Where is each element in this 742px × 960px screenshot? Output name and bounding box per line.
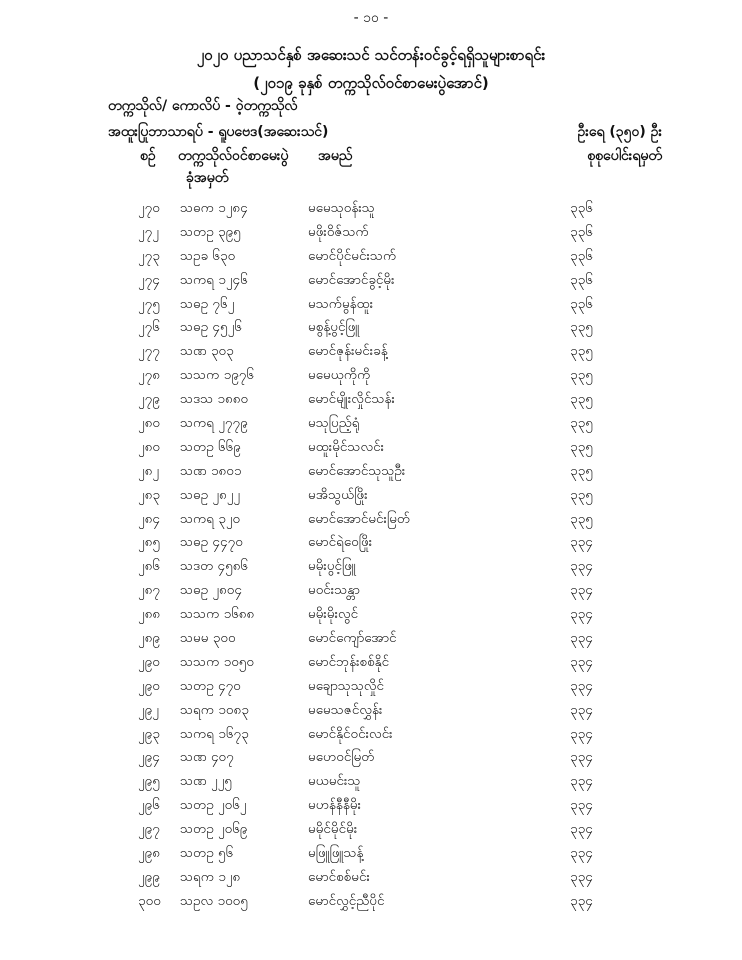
row-number: ၂၈၄: [138, 510, 160, 527]
row-total-marks: ၃၃၅: [570, 462, 593, 479]
row-total-marks: ၃၃၅: [570, 391, 593, 408]
document-title: ၂၀၂၀ ပညာသင်နှစ် အဆေးသင် သင်တန်းဝင်ခွင့်ရရှိသူများစာရင်း: [196, 46, 546, 64]
table-row: [0, 578, 742, 602]
table-row: [0, 674, 742, 698]
page-number: - ၁၀ -: [353, 10, 389, 26]
row-roll-number: သဓဥ ၂၈၂၂: [180, 486, 241, 503]
table-row: [0, 650, 742, 674]
table-row: [0, 626, 742, 650]
row-total-marks: ၃၃၄: [570, 653, 593, 670]
row-roll-number: သသက ၁၆၈၈: [180, 606, 255, 623]
row-total-marks: ၃၃၅: [570, 319, 593, 336]
row-number: ၂၈၂: [138, 462, 159, 479]
row-roll-number: သဓဥ ၄၅၂၆: [180, 319, 242, 336]
row-student-name: မောင်အောင်မင်းမြတ်: [308, 510, 411, 527]
row-number: ၂၉၉: [138, 868, 160, 885]
table-row: [0, 745, 742, 769]
row-number: ၂၉၃: [138, 725, 160, 742]
row-student-name: မမိုးပွင့်ဖြူ: [308, 558, 356, 575]
row-roll-number: သဓဥ ၄၄၇၀: [180, 534, 243, 551]
row-number: ၂၈၆: [138, 558, 160, 575]
table-row: [0, 817, 742, 841]
row-total-marks: ၃၃၄: [570, 701, 593, 718]
row-number: ၂၉၅: [138, 773, 160, 790]
column-header-roll: တက္ကသိုလ်ဝင်စာမေးပွဲ: [178, 148, 289, 164]
row-total-marks: ၃၃၄: [570, 797, 593, 814]
row-total-marks: ၃၃၄: [570, 534, 593, 551]
row-total-marks: ၃၃၅: [570, 486, 593, 503]
row-student-name: မဝင်းသန္တာ: [308, 582, 360, 599]
row-number: ၂၇၉: [138, 391, 160, 408]
row-total-marks: ၃၃၆: [570, 271, 593, 288]
row-number: ၂၈၃: [138, 486, 160, 503]
row-number: ၂၇၃: [138, 247, 160, 264]
row-total-marks: ၃၃၅: [570, 438, 593, 455]
table-row: [0, 459, 742, 483]
row-student-name: မဖိုးဝိဇ်သက်: [308, 223, 369, 240]
row-student-name: မမေယုကိုကို: [308, 367, 371, 384]
row-roll-number: သရက ၁၂၈: [180, 868, 241, 885]
row-student-name: မောင်မျိုးလှိုင်သန်း: [308, 391, 395, 408]
row-number: ၂၇၆: [138, 319, 160, 336]
row-roll-number: သရက ၁၀၈၃: [180, 701, 249, 718]
row-student-name: မသက်မွန်ထူး: [308, 295, 374, 312]
row-number: ၂၈၀: [138, 438, 160, 455]
row-number: ၂၉၄: [138, 749, 160, 766]
table-row: [0, 554, 742, 578]
row-student-name: မမေသုဝန်းသူ: [308, 200, 375, 216]
row-number: ၂၈၅: [138, 534, 160, 551]
row-total-marks: ၃၃၄: [570, 821, 593, 838]
university-line: တက္ကသိုလ်/ ကောလိပ် - ဝဲ့တက္ကသိုလ်: [108, 98, 298, 114]
row-student-name: မောင်ရဲဝေဖြိုး: [308, 534, 373, 551]
row-roll-number: သသက ၁၀၅၀: [180, 653, 254, 670]
row-number: ၂၈၇: [138, 582, 160, 599]
table-row: [0, 196, 742, 220]
table-row: [0, 722, 742, 746]
row-total-marks: ၃၃၄: [570, 725, 593, 742]
row-roll-number: သမမ ၃၀၀: [180, 630, 236, 647]
row-total-marks: ၃၃၆: [570, 295, 593, 312]
row-student-name: မချောသုသုလှိုင်: [308, 677, 385, 694]
table-row: [0, 292, 742, 316]
table-row: [0, 363, 742, 387]
table-row: [0, 530, 742, 554]
row-student-name: မောင်ကျော်အောင်: [308, 630, 397, 647]
row-roll-number: သကရ ၃၂၀: [180, 510, 241, 527]
row-total-marks: ၃၃၆: [570, 200, 593, 216]
row-total-marks: ၃၃၄: [570, 845, 593, 862]
row-student-name: မောင်ဇုန်းမင်းခန့်: [308, 343, 388, 360]
row-number: ၂၈၈: [138, 606, 161, 623]
row-number: ၂၇၀: [138, 200, 160, 216]
row-student-name: မောင်ဘုန်းစစ်နိုင်: [308, 653, 390, 670]
row-student-name: မစွန့်ပွင့်ဖြူ: [308, 319, 360, 336]
specialization-line: အထူးပြုဘာသာရပ် - ရူပဗေဒ(အဆေးသင်): [108, 124, 329, 140]
row-student-name: မောင်အောင်ခွင့်မိုး: [308, 271, 395, 288]
row-student-name: မောင်နိုင်ဝင်းလင်း: [308, 725, 393, 742]
row-student-name: မောင်လွှင့်ညီပိုင်: [308, 892, 385, 909]
row-roll-number: သဓက ၁၂၈၄: [180, 200, 248, 216]
row-roll-number: သသက ၁၉၇၆: [180, 367, 254, 384]
row-roll-number: သဒတ ၄၅၈၆: [180, 558, 249, 575]
column-header-marks: စုစုပေါင်းရမှတ်: [587, 148, 662, 164]
row-total-marks: ၃၃၆: [570, 247, 593, 264]
row-roll-number: သတဥ ၂၀၆၂: [180, 797, 247, 814]
row-total-marks: ၃၃၄: [570, 582, 593, 599]
row-student-name: မောင်အောင်သုသူဦး: [308, 462, 406, 479]
table-row: [0, 841, 742, 865]
row-total-marks: ၃၃၅: [570, 343, 593, 360]
row-student-name: မမိုင်မိုင်မိုး: [308, 821, 358, 838]
table-row: [0, 339, 742, 363]
table-row: [0, 507, 742, 531]
row-total-marks: ၃၃၄: [570, 773, 593, 790]
row-student-name: မောင်ပိုင်မင်းသက်: [308, 247, 397, 264]
row-student-name: မထူးမိုင်သလင်း: [308, 438, 385, 455]
row-total-marks: ၃၃၅: [570, 510, 593, 527]
column-header-roll-sub: ခုံအမှတ်: [186, 170, 229, 186]
table-row: [0, 793, 742, 817]
row-roll-number: သတဥ ၄၇၀: [180, 677, 241, 694]
row-roll-number: သကရ ၂၇၇၉: [180, 415, 248, 432]
row-roll-number: သဏ ၂၂၅: [180, 773, 232, 790]
table-row: [0, 435, 742, 459]
row-roll-number: သဏ ၃၀၃: [180, 343, 234, 360]
row-student-name: မဟေဝင်မြတ်: [308, 749, 375, 766]
table-row: [0, 411, 742, 435]
row-roll-number: သဓဥ ၂၈၀၄: [180, 582, 242, 599]
row-roll-number: သတဥ ၂၀၆၉: [180, 821, 248, 838]
table-row: [0, 483, 742, 507]
row-total-marks: ၃၃၄: [570, 749, 593, 766]
row-number: ၂၉၆: [138, 797, 160, 814]
row-number: ၂၇၄: [138, 271, 160, 288]
row-roll-number: သတဥ ၆၆၉: [180, 438, 241, 455]
row-roll-number: သတဥ ၅၆: [180, 845, 234, 862]
row-number: ၂၇၂: [138, 223, 159, 240]
row-total-marks: ၃၃၅: [570, 415, 593, 432]
row-total-marks: ၃၃၆: [570, 223, 593, 240]
table-row: [0, 769, 742, 793]
row-total-marks: ၃၃၄: [570, 630, 593, 647]
row-student-name: မမိုးမိုးလွင်: [308, 606, 359, 623]
row-roll-number: သဥခ ၆၃၀: [180, 247, 236, 264]
row-total-marks: ၃၃၄: [570, 868, 593, 885]
table-row: [0, 865, 742, 889]
column-header-name: အမည်: [318, 148, 353, 164]
table-row: [0, 244, 742, 268]
row-roll-number: သကရ ၁၂၄၆: [180, 271, 248, 288]
row-student-name: မအိသွယ်ဖြိုး: [308, 486, 368, 503]
row-roll-number: သဏ ၁၈၀၁: [180, 462, 242, 479]
row-number: ၂၇၈: [138, 367, 160, 384]
row-student-name: မမေသဇင်လွှန်း: [308, 701, 383, 718]
row-number: ၂၉၈: [138, 845, 160, 862]
table-row: [0, 602, 742, 626]
row-total-marks: ၃၃၄: [570, 558, 593, 575]
results-table: [0, 196, 742, 913]
row-number: ၂၈၉: [138, 630, 160, 647]
row-roll-number: သဥလ ၁၀၀၅: [180, 892, 248, 909]
row-number: ၂၉၇: [138, 821, 160, 838]
table-row: [0, 387, 742, 411]
row-total-marks: ၃၃၄: [570, 606, 593, 623]
row-roll-number: သဓဥ ၇၆၂: [180, 295, 235, 312]
row-total-marks: ၃၃၄: [570, 677, 593, 694]
column-header-no: စဉ်: [140, 148, 156, 164]
row-roll-number: သဏ ၄၀၇: [180, 749, 234, 766]
row-number: ၂၈၀: [138, 415, 160, 432]
table-row: [0, 315, 742, 339]
row-student-name: မောင်စစ်မင်း: [308, 868, 370, 885]
document-subtitle: (၂၀၁၉ ခုနှစ် တက္ကသိုလ်ဝင်စာမေးပွဲအောင်): [253, 74, 489, 92]
row-student-name: မဟန်နီနီမိုး: [308, 797, 362, 814]
table-row: [0, 889, 742, 913]
row-number: ၃၀၀: [138, 892, 161, 909]
row-roll-number: သဒသ ၁၈၈၀: [180, 391, 249, 408]
row-total-marks: ၃၃၅: [570, 367, 593, 384]
row-roll-number: သတဥ ၃၉၅: [180, 223, 241, 240]
row-number: ၂၇၇: [138, 343, 160, 360]
row-number: ၂၉၀: [138, 677, 160, 694]
row-roll-number: သကရ ၁၆၇၃: [180, 725, 249, 742]
table-row: [0, 698, 742, 722]
table-row: [0, 220, 742, 244]
row-number: ၂၉၂: [138, 701, 159, 718]
table-row: [0, 268, 742, 292]
row-number: ၂၉၀: [138, 653, 160, 670]
row-student-name: မဖြူဖြူသန့်: [308, 845, 364, 862]
row-number: ၂၇၅: [138, 295, 160, 312]
row-total-marks: ၃၃၄: [570, 892, 593, 909]
row-student-name: မယမင်းသူ: [308, 773, 361, 790]
row-student-name: မသုပြည့်ရုံ: [308, 415, 360, 432]
total-count-header: ဦးရေ (၃၅၀) ဦး: [577, 124, 662, 140]
